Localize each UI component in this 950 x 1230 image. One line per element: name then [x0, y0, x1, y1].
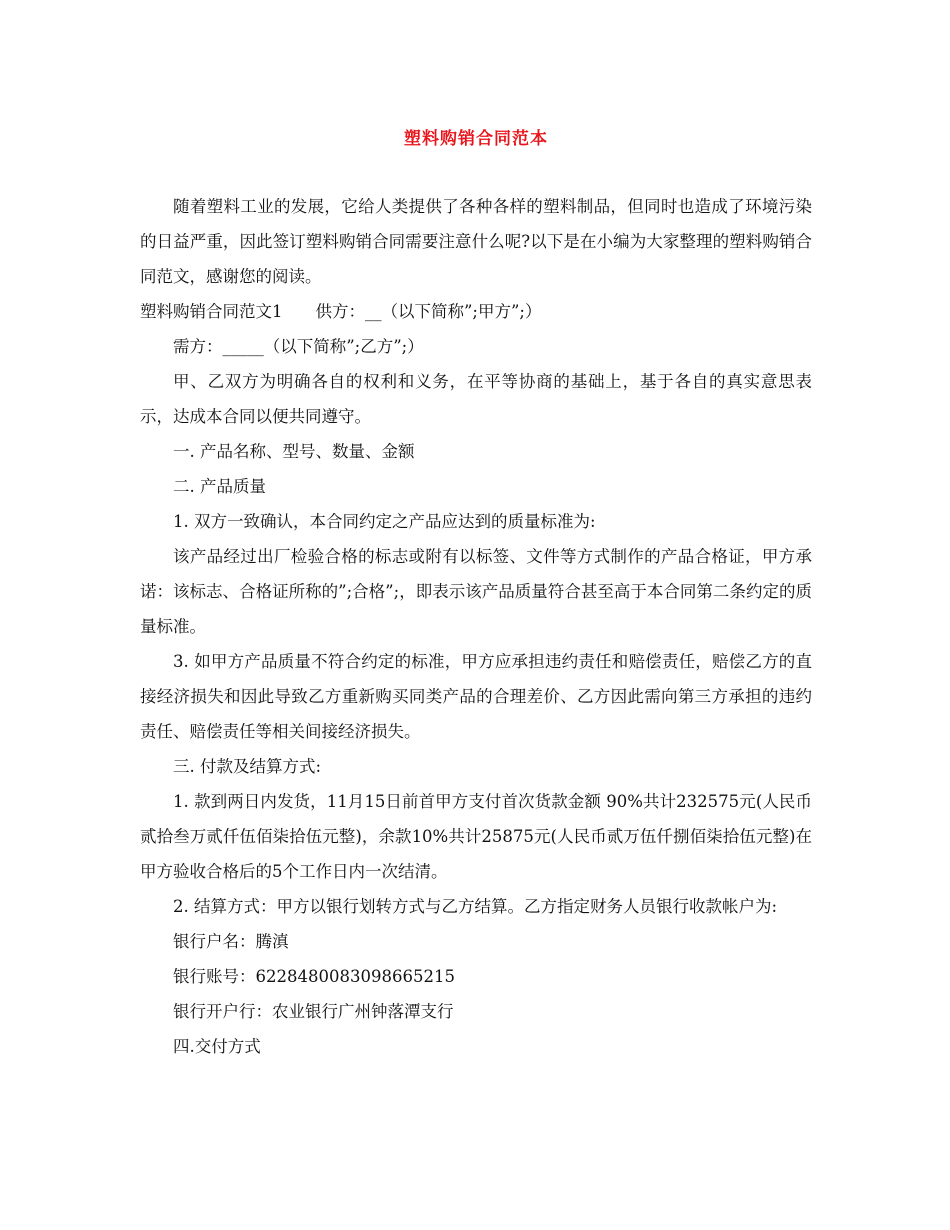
- bank-account-name: 银行户名：腾滇: [173, 932, 289, 951]
- payment-clause-2: 2. 结算方式：甲方以银行划转方式与乙方结算。乙方指定财务人员银行收款帐户为:: [173, 897, 778, 916]
- document-title: 塑料购销合同范本: [404, 129, 548, 149]
- section-1-heading: 一. 产品名称、型号、数量、金额: [173, 442, 415, 461]
- section-3-heading: 三. 付款及结算方式:: [173, 757, 322, 776]
- intro-paragraph: 随着塑料工业的发展，它给人类提供了各种各样的塑料制品，但同时也造成了环境污染的日益严重，因此签订塑料购销合同需要注意什么呢?以下是在小编为大家整理的塑料购销合同范文，感谢您的阅读。: [140, 197, 812, 286]
- contract-heading-supplier: 塑料购销合同范文1 供方：__（以下简称”;甲方”;）: [140, 302, 542, 321]
- quality-clause-1: 1. 双方一致确认，本合同约定之产品应达到的质量标准为:: [173, 512, 596, 531]
- section-4-heading: 四.交付方式: [173, 1037, 261, 1056]
- quality-clause-certificate: 该产品经过出厂检验合格的标志或附有以标签、文件等方式制作的产品合格证，甲方承诺：该标志、合格证所称的”;合格”;，即表示该产品质量符合甚至高于本合同第二条约定的质量标准。: [140, 547, 812, 636]
- bank-account-number: 银行账号：6228480083098665215: [173, 967, 455, 986]
- bank-branch: 银行开户行：农业银行广州钟落潭支行: [173, 1002, 454, 1021]
- section-2-heading: 二. 产品质量: [173, 477, 266, 496]
- payment-clause-1: 1. 款到两日内发货，11月15日前首甲方支付首次货款金额 90%共计232575元(人民币贰拾叁万贰仟伍佰柒拾伍元整)，余款10%共计25875元(人民币贰万伍仟捌佰柒拾伍元整)在甲方验收合格后的5个工作日内一次结清。: [140, 792, 812, 881]
- buyer-line: 需方：_____（以下简称”;乙方”;）: [173, 337, 424, 356]
- agreement-preamble: 甲、乙双方为明确各自的权利和义务，在平等协商的基础上，基于各自的真实意思表示，达成本合同以便共同遵守。: [140, 372, 812, 426]
- quality-clause-3: 3. 如甲方产品质量不符合约定的标准，甲方应承担违约责任和赔偿责任，赔偿乙方的直接经济损失和因此导致乙方重新购买同类产品的合理差价、乙方因此需向第三方承担的违约责任、赔偿责任等相关间接经济损失。: [140, 652, 812, 741]
